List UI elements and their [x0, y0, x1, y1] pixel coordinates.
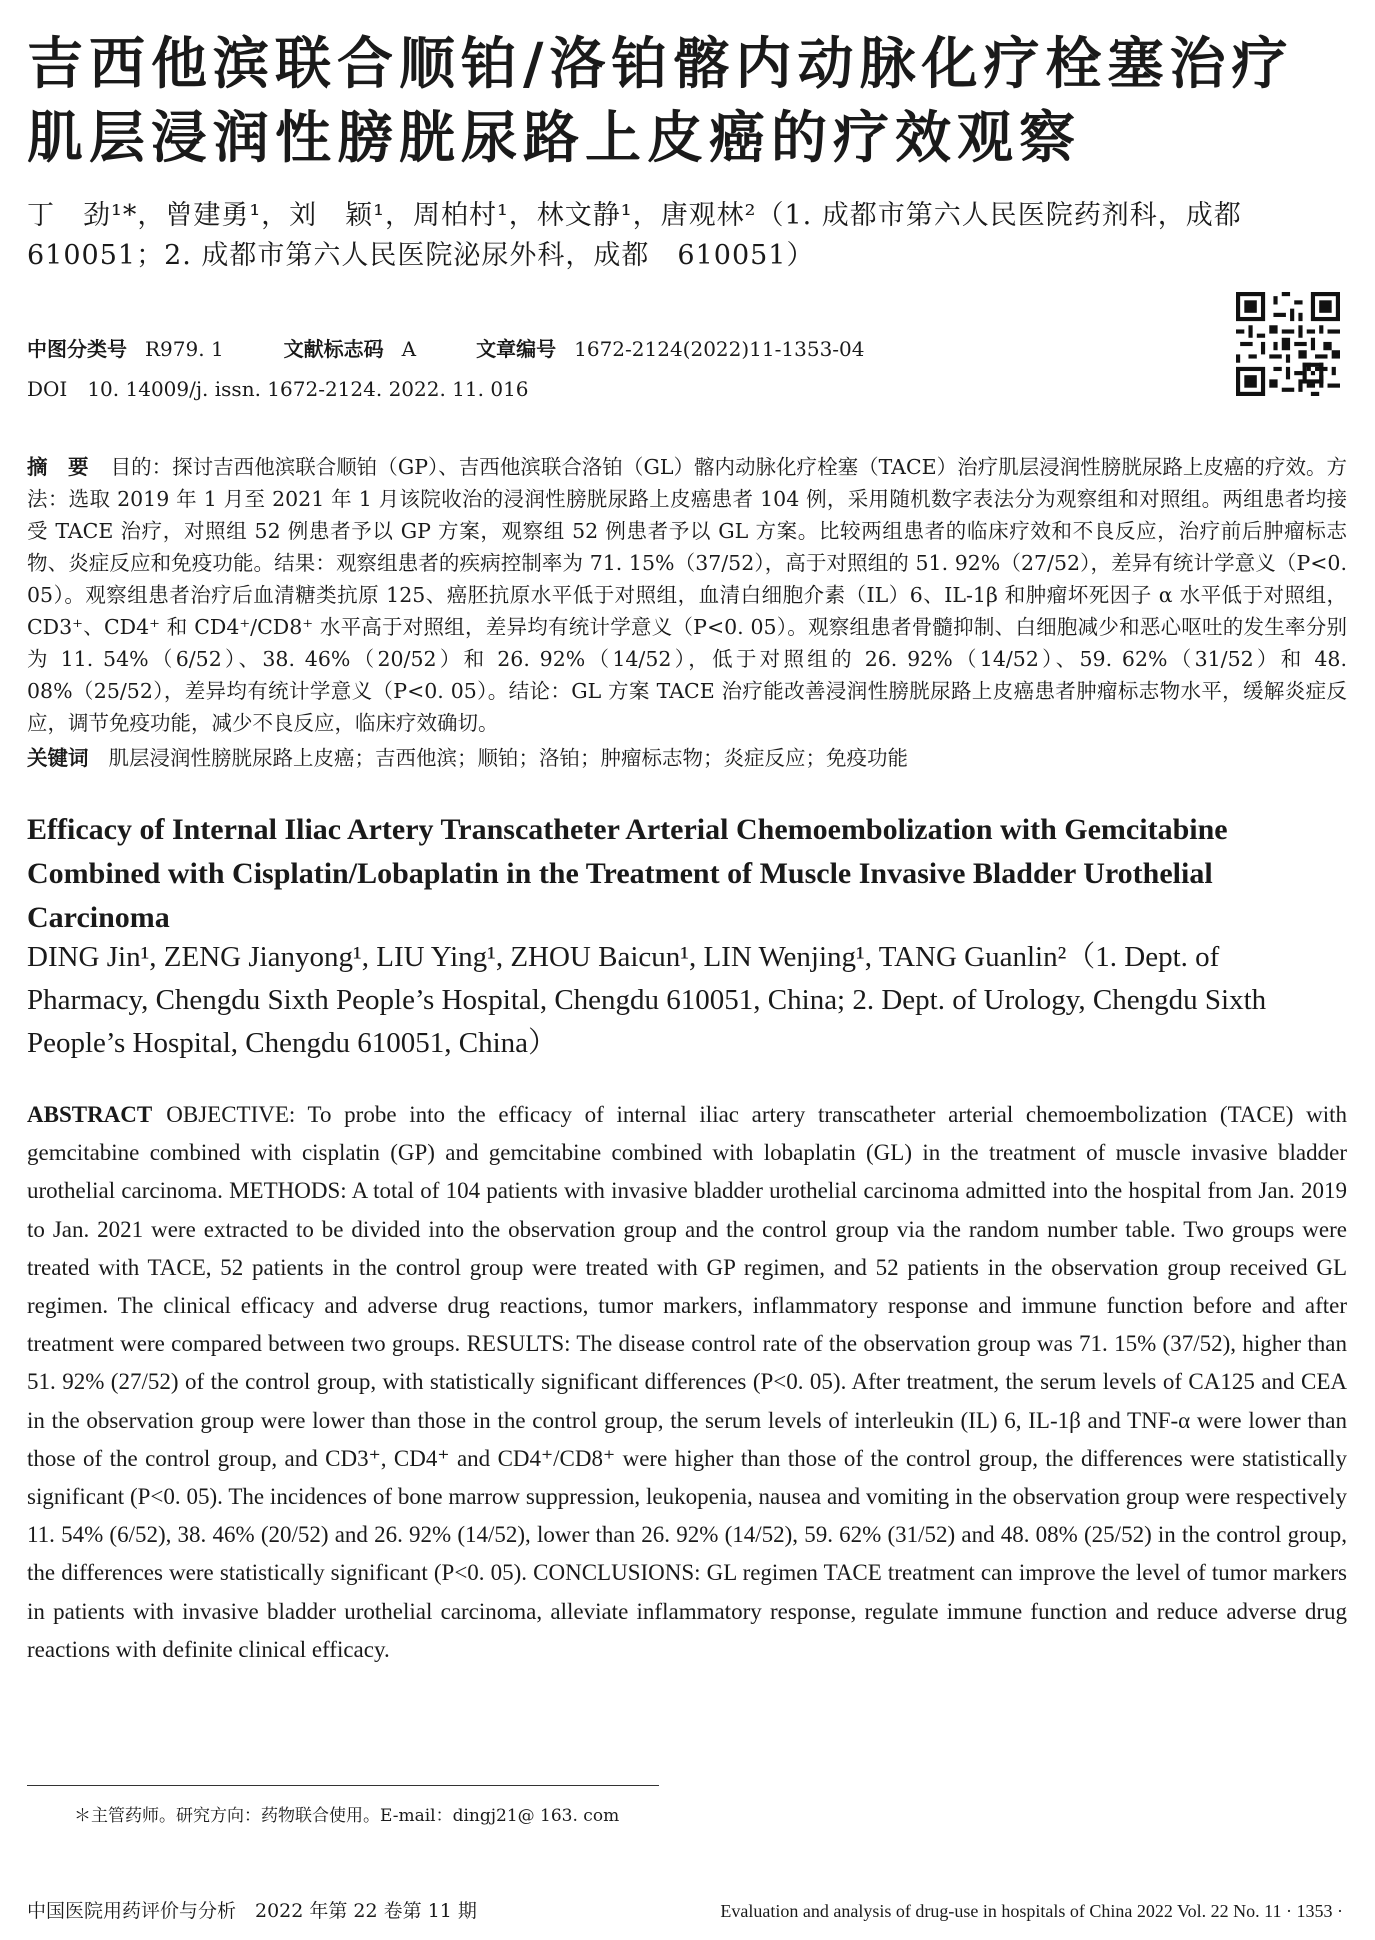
article-no-value: 1672-2124(2022)11-1353-04: [574, 337, 865, 361]
keywords-cn-label: 关键词: [27, 746, 89, 770]
journal-footer-cn: 中国医院用药评价与分析 2022 年第 22 卷第 11 期: [27, 1900, 477, 1922]
article-title-cn: 吉西他滨联合顺铂/洛铂髂内动脉化疗栓塞治疗肌层浸润性膀胱尿路上皮癌的疗效观察: [27, 32, 1294, 171]
classification-line: [27, 336, 865, 362]
abstract-en-label: ABSTRACT: [27, 1102, 153, 1127]
abstract-en: [27, 1096, 1347, 1669]
journal-footer-en: Evaluation and analysis of drug-use in hospitals of China 2022 Vol. 22 No. 11 · 1353 ·: [720, 1901, 1343, 1921]
doc-code-value: A: [401, 337, 417, 361]
doc-code-label: 文献标志码: [283, 337, 384, 361]
keywords-cn-text: 肌层浸润性膀胱尿路上皮癌；吉西他滨；顺铂；洛铂；肿瘤标志物；炎症反应；免疫功能: [108, 746, 908, 770]
corresponding-author-footnote: ＊主管药师。研究方向：药物联合使用。E-mail：dingj21@ 163. com: [74, 1806, 620, 1826]
abstract-cn: [27, 451, 1347, 739]
doi-line: DOI 10. 14009/j. issn. 1672-2124. 2022. 11. 016: [27, 377, 529, 401]
authors-affiliations-en: DING Jin¹, ZENG Jianyong¹, LIU Ying¹, ZHOU Baicun¹, LIN Wenjing¹, TANG Guanlin²（1. Dept. of Pharmacy, Chengdu Sixth People’s Hospital, Chengdu 610051, China; 2. Dept. of Urology, Chengdu Sixth People’s Hospital, Chengdu 610051, China）: [27, 941, 1267, 1059]
article-no-label: 文章编号: [476, 337, 557, 361]
keywords-cn: [27, 742, 1347, 774]
abstract-en-text: OBJECTIVE: To probe into the efficacy of internal iliac artery transcatheter arterial chemoembolization (TACE) with gemcitabine combined with cisplatin (GP) and gemcitabine combined with lobaplatin (GL) in the treatment of muscle invasive bladder urothelial carcinoma. METHODS: A total of 104 patients with invasive bladder urothelial carcinoma admitted into the hospital from Jan. 2019 to Jan. 2021 were extracted to be divided into the observation group and the control group via the random number table. Two groups were treated with TACE, 52 patients in the control group were treated with GP regimen, and 52 patients in the observation group received GL regimen. The clinical efficacy and adverse drug reactions, tumor markers, inflammatory response and immune function before and after treatment were compared between two groups. RESULTS: The disease control rate of the observation group was 71. 15% (37/52), higher than 51. 92% (27/52) of the control group, with statistically significant differences (P<0. 05). After treatment, the serum levels of CA125 and CEA in the observation group were lower than those in the control group, the serum levels of interleukin (IL) 6, IL-1β and TNF-α were lower than those of the control group, and CD3⁺, CD4⁺ and CD4⁺/CD8⁺ were higher than those of the control group, the differences were statistically significant (P<0. 05). The incidences of bone marrow suppression, leukopenia, nausea and vomiting in the observation group were respectively 11. 54% (6/52), 38. 46% (20/52) and 26. 92% (14/52), lower than 26. 92% (14/52), 59. 62% (31/52) and 48. 08% (25/52) in the control group, the differences were statistically significant (P<0. 05). CONCLUSIONS: GL regimen TACE treatment can improve the level of tumor markers in patients with invasive bladder urothelial carcinoma, alleviate inflammatory response, regulate immune function and reduce adverse drug reactions with definite clinical efficacy.: [27, 1102, 1347, 1662]
clc-value: R979. 1: [145, 337, 224, 361]
abstract-cn-label: 摘 要: [27, 455, 89, 479]
article-title-en: Efficacy of Internal Iliac Artery Transcatheter Arterial Chemoembolization with Gemcitabine Combined with Cisplatin/Lobaplatin in the Treatment of Muscle Invasive Bladder Urothelial Carcinoma: [27, 813, 1228, 934]
clc-label: 中图分类号: [27, 337, 127, 361]
authors-affiliations-cn: 丁 劲¹*，曾建勇¹，刘 颖¹，周柏村¹，林文静¹，唐观林²（1. 成都市第六人民医院药剂科，成都 610051；2. 成都市第六人民医院泌尿外科，成都 610051）: [27, 200, 1270, 271]
qr-code-icon: [1236, 292, 1340, 396]
abstract-cn-text: 目的：探讨吉西他滨联合顺铂（GP）、吉西他滨联合洛铂（GL）髂内动脉化疗栓塞（TACE）治疗肌层浸润性膀胱尿路上皮癌的疗效。方法：选取 2019 年 1 月至 2021 年 1 月该院收治的浸润性膀胱尿路上皮癌患者 104 例，采用随机数字表法分为观察组和对照组。两组患者均接受 TACE 治疗，对照组 52 例患者予以 GP 方案，观察组 52 例患者予以 GL 方案。比较两组患者的临床疗效和不良反应，治疗前后肿瘤标志物、炎症反应和免疫功能。结果：观察组患者的疾病控制率为 71. 15%（37/52），高于对照组的 51. 92%（27/52），差异有统计学意义（P<0. 05）。观察组患者治疗后血清糖类抗原 125、癌胚抗原水平低于对照组，血清白细胞介素（IL）6、IL-1β 和肿瘤坏死因子 α 水平低于对照组，CD3⁺、CD4⁺ 和 CD4⁺/CD8⁺ 水平高于对照组，差异均有统计学意义（P<0. 05）。观察组患者骨髓抑制、白细胞减少和恶心呕吐的发生率分别为 11. 54%（6/52）、38. 46%（20/52）和 26. 92%（14/52），低于对照组的 26. 92%（14/52）、59. 62%（31/52）和 48. 08%（25/52），差异均有统计学意义（P<0. 05）。结论：GL 方案 TACE 治疗能改善浸润性膀胱尿路上皮癌患者肿瘤标志物水平，缓解炎症反应，调节免疫功能，减少不良反应，临床疗效确切。: [27, 455, 1347, 735]
footnote-divider: [27, 1785, 659, 1786]
